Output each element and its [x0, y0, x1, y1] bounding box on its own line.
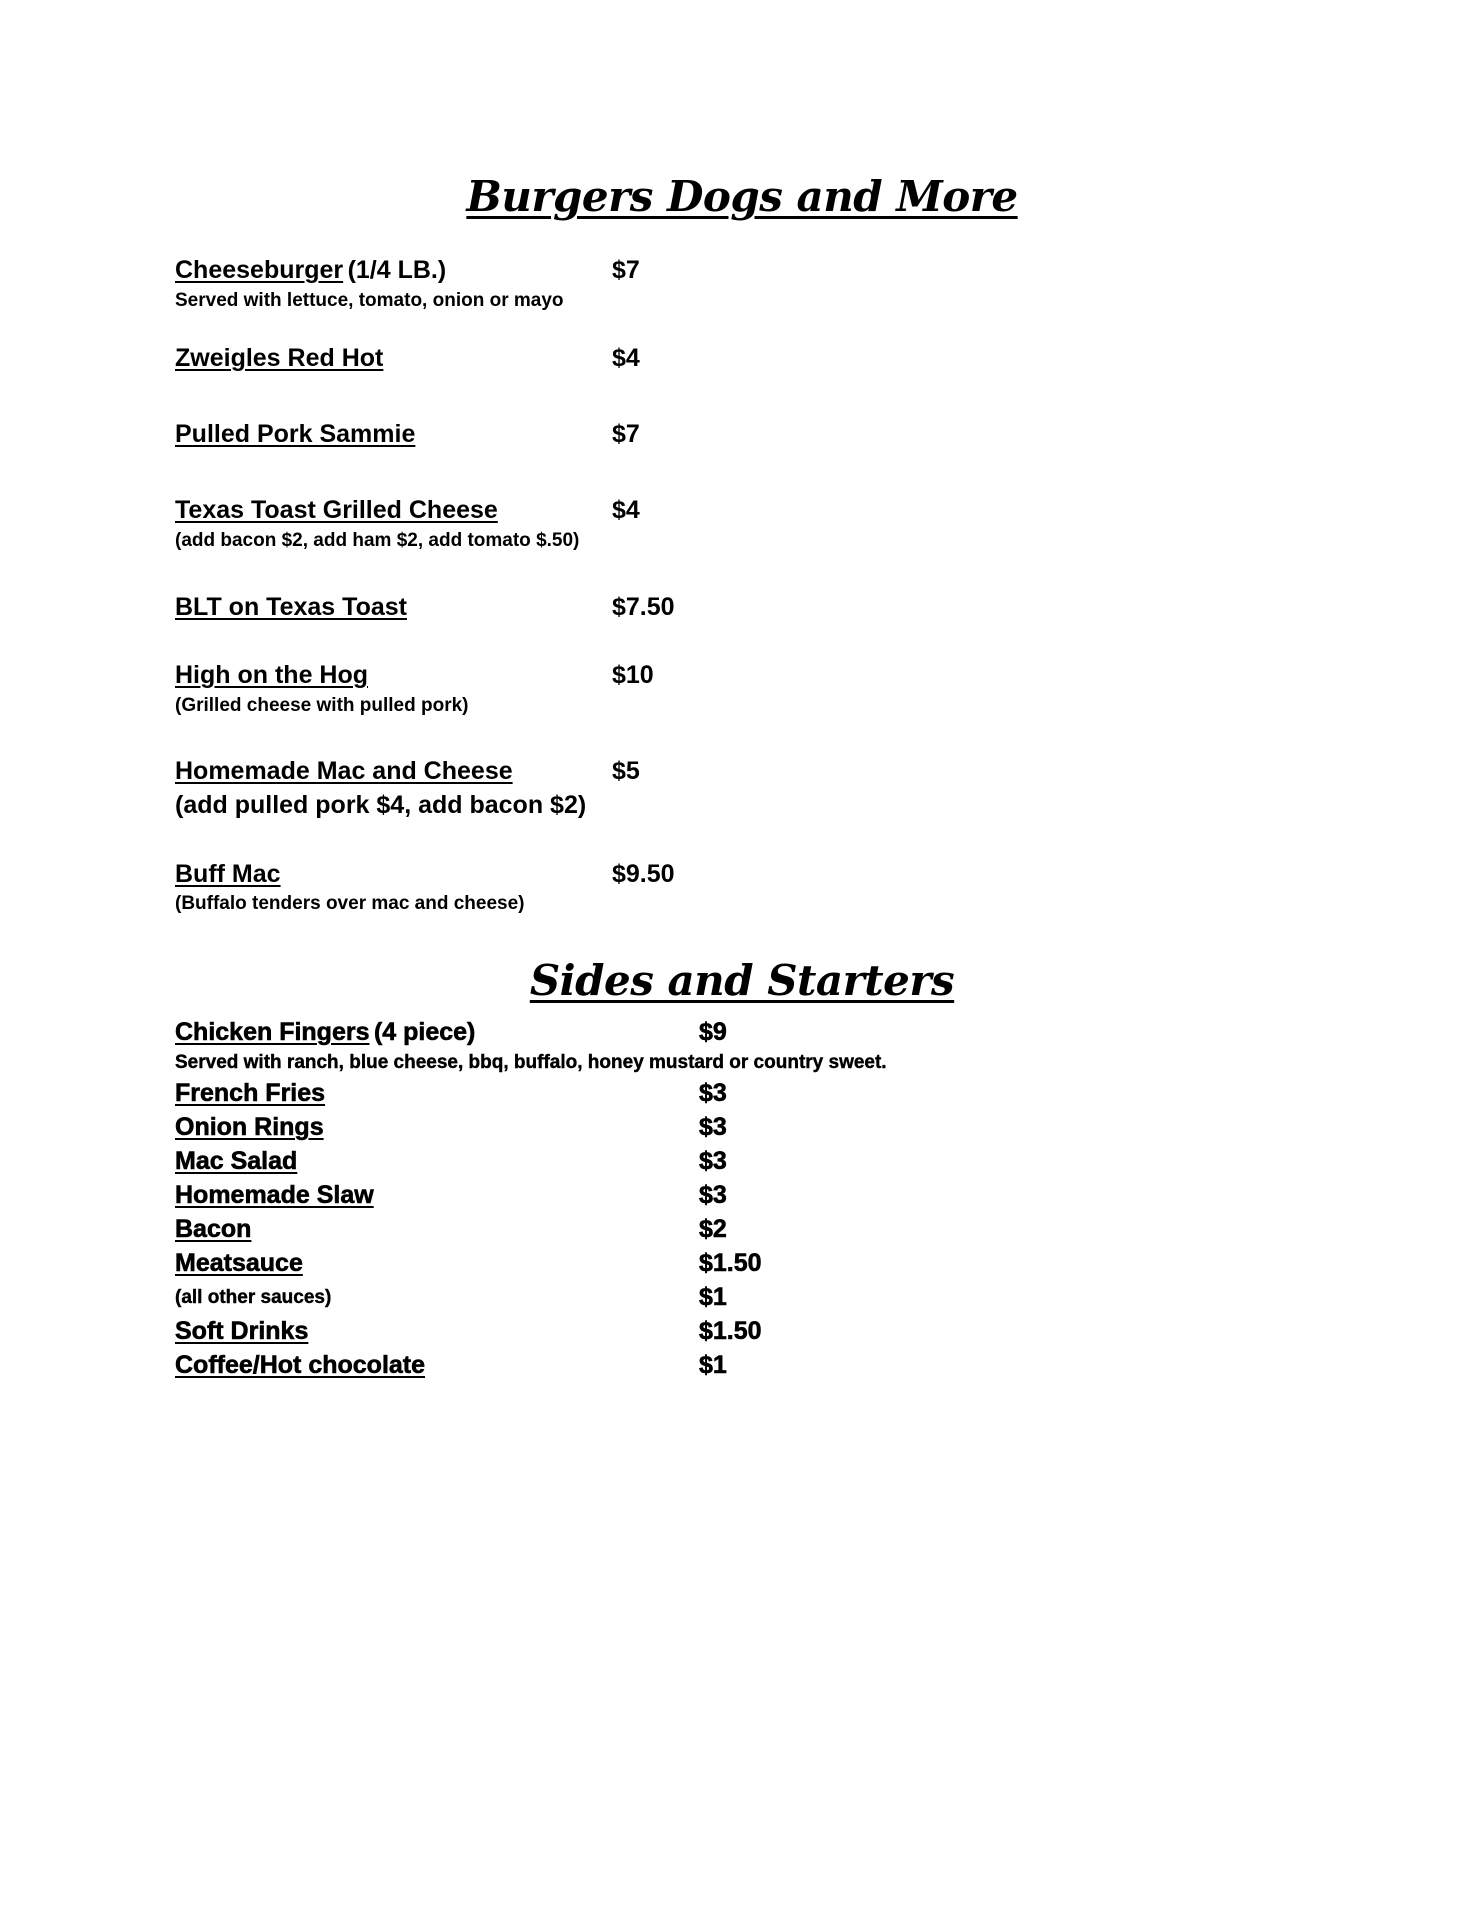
menu-item-chicken-fingers [175, 1018, 475, 1047]
item-price: $10 [612, 661, 654, 689]
item-price: $3 [699, 1147, 727, 1175]
item-price: $1.50 [699, 1317, 762, 1345]
menu-item-mac-salad [175, 1147, 297, 1176]
item-name: Soft Drinks [175, 1317, 309, 1345]
item-name: Bacon [175, 1215, 252, 1243]
item-note: Served with lettuce, tomato, onion or mayo [175, 290, 564, 311]
menu-item-bacon [175, 1215, 251, 1244]
menu-item-grilled-cheese [175, 496, 498, 525]
item-name: Homemade Slaw [175, 1181, 374, 1209]
item-price: $5 [612, 757, 640, 785]
item-note: (add pulled pork $4, add bacon $2) [175, 791, 587, 819]
item-name: High on the Hog [175, 661, 369, 689]
menu-item-cheeseburger [175, 256, 446, 285]
menu-item-red-hot [175, 344, 383, 373]
item-note: (add bacon $2, add ham $2, add tomato $.50) [175, 530, 580, 551]
menu-item-mac-and-cheese [175, 757, 513, 786]
item-name: Chicken Fingers [175, 1018, 370, 1046]
menu-item-homemade-slaw [175, 1181, 374, 1210]
item-name: French Fries [175, 1079, 326, 1107]
menu-item-other-sauces: (all other sauces) [175, 1287, 332, 1308]
item-name: Cheeseburger [175, 256, 344, 284]
item-qualifier: (1/4 LB.) [347, 256, 447, 284]
menu-item-buff-mac [175, 860, 281, 889]
item-name: Meatsauce [175, 1249, 303, 1277]
section-title-sides: Sides and Starters [529, 956, 955, 1005]
item-price: $4 [612, 344, 640, 372]
item-price: $9.50 [612, 860, 675, 888]
item-price: $1 [699, 1283, 727, 1311]
section-title-burgers: Burgers Dogs and More [466, 172, 1018, 221]
item-name: Mac Salad [175, 1147, 298, 1175]
item-price: $3 [699, 1113, 727, 1141]
item-name: BLT on Texas Toast [175, 593, 407, 621]
item-price: $9 [699, 1018, 727, 1046]
menu-item-blt [175, 593, 407, 622]
item-price: $7 [612, 256, 640, 284]
item-price: $2 [699, 1215, 727, 1243]
menu-item-french-fries [175, 1079, 325, 1108]
item-name: Coffee/Hot chocolate [175, 1351, 426, 1379]
item-price: $7.50 [612, 593, 675, 621]
item-note: Served with ranch, blue cheese, bbq, buffalo, honey mustard or country sweet. [175, 1052, 887, 1073]
item-name: Onion Rings [175, 1113, 324, 1141]
item-price: $3 [699, 1181, 727, 1209]
item-qualifier: (4 piece) [373, 1018, 476, 1046]
menu-item-high-on-the-hog [175, 661, 368, 690]
item-name: Homemade Mac and Cheese [175, 757, 513, 785]
item-price: $1.50 [699, 1249, 762, 1277]
item-price: $4 [612, 496, 640, 524]
item-price: $1 [699, 1351, 727, 1379]
item-name: Zweigles Red Hot [175, 344, 384, 372]
item-name: Pulled Pork Sammie [175, 420, 416, 448]
item-price: $3 [699, 1079, 727, 1107]
item-name: Buff Mac [175, 860, 281, 888]
menu-item-coffee-hot-chocolate [175, 1351, 425, 1380]
menu-item-pulled-pork-sammie [175, 420, 415, 449]
item-note: (Buffalo tenders over mac and cheese) [175, 893, 525, 914]
menu-item-meatsauce [175, 1249, 303, 1278]
item-name: Texas Toast Grilled Cheese [175, 496, 498, 524]
menu-item-onion-rings [175, 1113, 324, 1142]
item-note: (Grilled cheese with pulled pork) [175, 695, 469, 716]
menu-item-soft-drinks [175, 1317, 308, 1346]
item-price: $7 [612, 420, 640, 448]
